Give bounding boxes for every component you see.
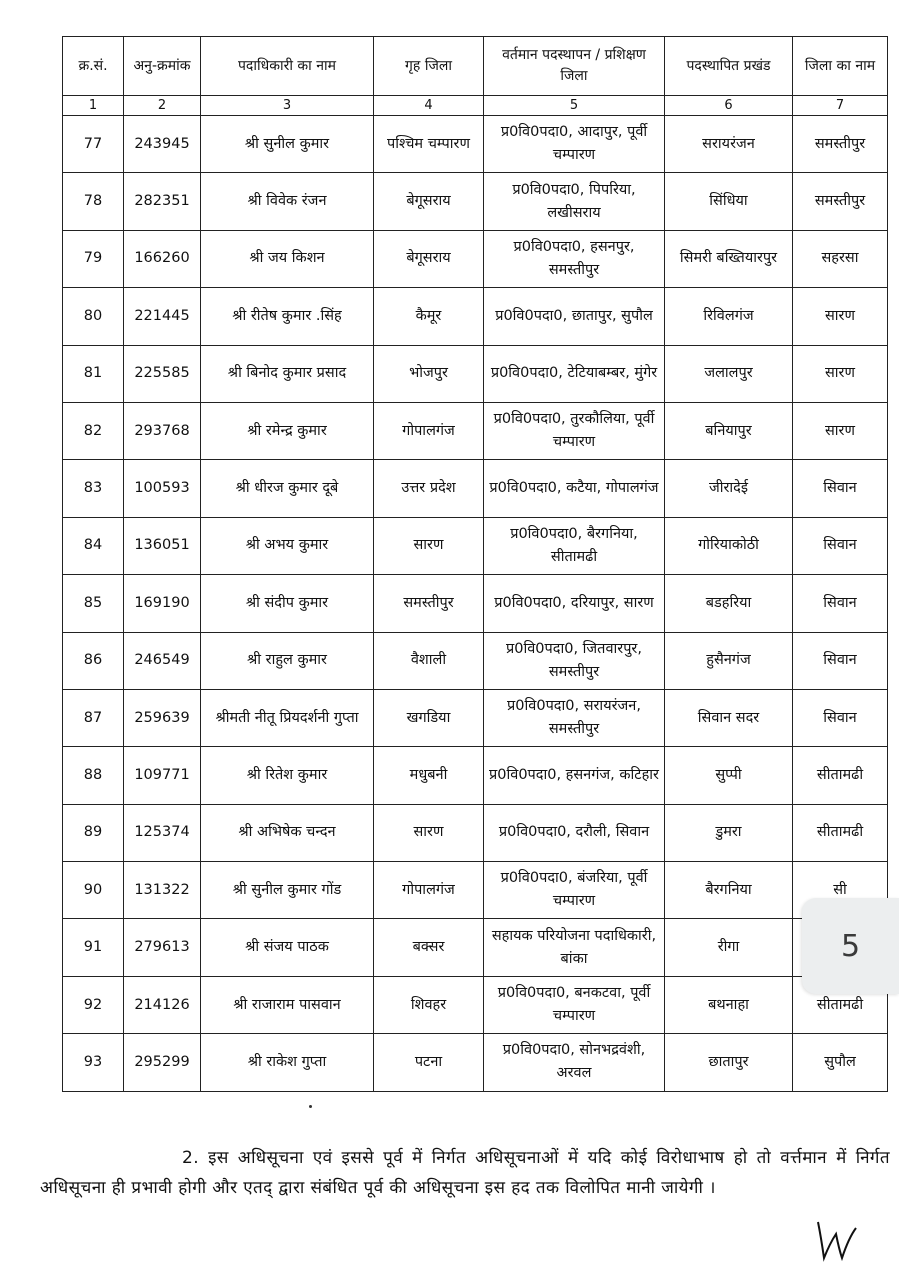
officer-name-cell: श्रीमती नीतू प्रियदर्शनी गुप्ता bbox=[201, 689, 374, 746]
roll-number-cell: 243945 bbox=[124, 116, 201, 173]
column-number: 7 bbox=[793, 96, 888, 116]
header-sl-no: क्र.सं. bbox=[63, 37, 124, 96]
roll-number-cell: 295299 bbox=[124, 1034, 201, 1091]
officer-name-cell: श्री संजय पाठक bbox=[201, 919, 374, 976]
home-district-cell: गोपालगंज bbox=[374, 402, 484, 459]
roll-number-cell: 125374 bbox=[124, 804, 201, 861]
serial-cell: 80 bbox=[63, 288, 124, 345]
posted-block-cell: हुसैनगंज bbox=[665, 632, 793, 689]
posted-block-cell: सुप्पी bbox=[665, 747, 793, 804]
roll-number-cell: 259639 bbox=[124, 689, 201, 746]
district-cell: सिवान bbox=[793, 632, 888, 689]
posted-block-cell: सिमरी बख्तियारपुर bbox=[665, 230, 793, 287]
officer-name-cell: श्री सुनील कुमार गोंड bbox=[201, 862, 374, 919]
roll-number-cell: 293768 bbox=[124, 402, 201, 459]
officer-name-cell: श्री रमेन्द्र कुमार bbox=[201, 402, 374, 459]
roll-number-cell: 214126 bbox=[124, 976, 201, 1033]
posted-block-cell: बथनाहा bbox=[665, 976, 793, 1033]
posted-block-cell: बैरगनिया bbox=[665, 862, 793, 919]
officer-name-cell: श्री राकेश गुप्ता bbox=[201, 1034, 374, 1091]
district-cell: सहरसा bbox=[793, 230, 888, 287]
roll-number-cell: 100593 bbox=[124, 460, 201, 517]
posted-block-cell: सिवान सदर bbox=[665, 689, 793, 746]
signature-mark bbox=[814, 1214, 862, 1264]
officer-name-cell: श्री अभय कुमार bbox=[201, 517, 374, 574]
column-number: 4 bbox=[374, 96, 484, 116]
district-cell: समस्तीपुर bbox=[793, 116, 888, 173]
table-row bbox=[63, 632, 888, 689]
current-posting-cell: प्र0वि0पदा0, टेटियाबम्बर, मुंगेर bbox=[484, 345, 665, 402]
home-district-cell: खगडिया bbox=[374, 689, 484, 746]
home-district-cell: वैशाली bbox=[374, 632, 484, 689]
roll-number-cell: 136051 bbox=[124, 517, 201, 574]
serial-cell: 78 bbox=[63, 173, 124, 230]
serial-cell: 82 bbox=[63, 402, 124, 459]
serial-cell: 84 bbox=[63, 517, 124, 574]
serial-cell: 88 bbox=[63, 747, 124, 804]
home-district-cell: बक्सर bbox=[374, 919, 484, 976]
table-row bbox=[63, 689, 888, 746]
header-posted-block: पदस्थापित प्रखंड bbox=[665, 37, 793, 96]
posted-block-cell: रीगा bbox=[665, 919, 793, 976]
home-district-cell: पश्चिम चम्पारण bbox=[374, 116, 484, 173]
officer-name-cell: श्री राजाराम पासवान bbox=[201, 976, 374, 1033]
current-posting-cell: प्र0वि0पदा0, सोनभद्रवंशी, अरवल bbox=[484, 1034, 665, 1091]
serial-cell: 81 bbox=[63, 345, 124, 402]
officer-name-cell: श्री अभिषेक चन्दन bbox=[201, 804, 374, 861]
posting-table bbox=[62, 36, 888, 1092]
current-posting-cell: प्र0वि0पदा0, हसनगंज, कटिहार bbox=[484, 747, 665, 804]
district-cell: सिवान bbox=[793, 517, 888, 574]
posted-block-cell: सरायरंजन bbox=[665, 116, 793, 173]
posted-block-cell: बडहरिया bbox=[665, 575, 793, 632]
table-row bbox=[63, 976, 888, 1033]
table-row bbox=[63, 1034, 888, 1091]
current-posting-cell: प्र0वि0पदा0, जितवारपुर, समस्तीपुर bbox=[484, 632, 665, 689]
table-row bbox=[63, 402, 888, 459]
district-cell: सुपौल bbox=[793, 1034, 888, 1091]
officer-name-cell: श्री बिनोद कुमार प्रसाद bbox=[201, 345, 374, 402]
current-posting-cell: प्र0वि0पदा0, बैरगनिया, सीतामढी bbox=[484, 517, 665, 574]
district-cell: समस्तीपुर bbox=[793, 173, 888, 230]
ink-dot bbox=[309, 1105, 312, 1108]
table-row bbox=[63, 517, 888, 574]
header-district-name: जिला का नाम bbox=[793, 37, 888, 96]
table-row bbox=[63, 747, 888, 804]
home-district-cell: भोजपुर bbox=[374, 345, 484, 402]
district-cell: सारण bbox=[793, 345, 888, 402]
officer-name-cell: श्री सुनील कुमार bbox=[201, 116, 374, 173]
current-posting-cell: प्र0वि0पदा0, हसनपुर, समस्तीपुर bbox=[484, 230, 665, 287]
district-cell: सीतामढी bbox=[793, 747, 888, 804]
serial-cell: 90 bbox=[63, 862, 124, 919]
home-district-cell: बेगूसराय bbox=[374, 230, 484, 287]
roll-number-cell: 166260 bbox=[124, 230, 201, 287]
district-cell: सिवान bbox=[793, 689, 888, 746]
district-cell: सिवान bbox=[793, 575, 888, 632]
header-home-district: गृह जिला bbox=[374, 37, 484, 96]
district-cell: सी bbox=[793, 862, 888, 919]
roll-number-cell: 279613 bbox=[124, 919, 201, 976]
table-row bbox=[63, 919, 888, 976]
table-row bbox=[63, 230, 888, 287]
table-row bbox=[63, 460, 888, 517]
district-cell: सीतामढी bbox=[793, 976, 888, 1033]
home-district-cell: पटना bbox=[374, 1034, 484, 1091]
home-district-cell: शिवहर bbox=[374, 976, 484, 1033]
home-district-cell: सारण bbox=[374, 804, 484, 861]
posted-block-cell: सिंधिया bbox=[665, 173, 793, 230]
posted-block-cell: जलालपुर bbox=[665, 345, 793, 402]
current-posting-cell: प्र0वि0पदा0, दरियापुर, सारण bbox=[484, 575, 665, 632]
home-district-cell: समस्तीपुर bbox=[374, 575, 484, 632]
serial-cell: 77 bbox=[63, 116, 124, 173]
roll-number-cell: 221445 bbox=[124, 288, 201, 345]
column-number: 1 bbox=[63, 96, 124, 116]
posted-block-cell: बनियापुर bbox=[665, 402, 793, 459]
officer-name-cell: श्री राहुल कुमार bbox=[201, 632, 374, 689]
column-number: 6 bbox=[665, 96, 793, 116]
header-roll-no: अनु-क्रमांक bbox=[124, 37, 201, 96]
table-row bbox=[63, 345, 888, 402]
serial-cell: 79 bbox=[63, 230, 124, 287]
officer-name-cell: श्री विवेक रंजन bbox=[201, 173, 374, 230]
column-number: 3 bbox=[201, 96, 374, 116]
current-posting-cell: प्र0वि0पदा0, आदापुर, पूर्वी चम्पारण bbox=[484, 116, 665, 173]
table-row bbox=[63, 116, 888, 173]
officer-name-cell: श्री रितेश कुमार bbox=[201, 747, 374, 804]
table-row bbox=[63, 288, 888, 345]
roll-number-cell: 282351 bbox=[124, 173, 201, 230]
officer-name-cell: श्री धीरज कुमार दूबे bbox=[201, 460, 374, 517]
current-posting-cell: प्र0वि0पदा0, कटैया, गोपालगंज bbox=[484, 460, 665, 517]
current-posting-cell: प्र0वि0पदा0, छातापुर, सुपौल bbox=[484, 288, 665, 345]
table-row bbox=[63, 804, 888, 861]
column-number: 2 bbox=[124, 96, 201, 116]
serial-cell: 93 bbox=[63, 1034, 124, 1091]
table-row bbox=[63, 862, 888, 919]
home-district-cell: मधुबनी bbox=[374, 747, 484, 804]
table-body bbox=[63, 116, 888, 1092]
column-number: 5 bbox=[484, 96, 665, 116]
serial-cell: 83 bbox=[63, 460, 124, 517]
roll-number-cell: 225585 bbox=[124, 345, 201, 402]
serial-cell: 92 bbox=[63, 976, 124, 1033]
serial-cell: 87 bbox=[63, 689, 124, 746]
posted-block-cell: रिविलगंज bbox=[665, 288, 793, 345]
district-cell: सारण bbox=[793, 288, 888, 345]
header-officer-name: पदाधिकारी का नाम bbox=[201, 37, 374, 96]
current-posting-cell: सहायक परियोजना पदाधिकारी, बांका bbox=[484, 919, 665, 976]
current-posting-cell: प्र0वि0पदा0, सरायरंजन, समस्तीपुर bbox=[484, 689, 665, 746]
header-row bbox=[63, 37, 888, 96]
district-cell: सीतामढी bbox=[793, 804, 888, 861]
posted-block-cell: जीरादेई bbox=[665, 460, 793, 517]
roll-number-cell: 109771 bbox=[124, 747, 201, 804]
current-posting-cell: प्र0वि0पदा0, दरौली, सिवान bbox=[484, 804, 665, 861]
officer-name-cell: श्री जय किशन bbox=[201, 230, 374, 287]
serial-cell: 86 bbox=[63, 632, 124, 689]
home-district-cell: सारण bbox=[374, 517, 484, 574]
column-number-row bbox=[63, 96, 888, 116]
current-posting-cell: प्र0वि0पदा0, बनकटवा, पूर्वी चम्पारण bbox=[484, 976, 665, 1033]
serial-cell: 91 bbox=[63, 919, 124, 976]
home-district-cell: कैमूर bbox=[374, 288, 484, 345]
page-number-badge: 5 bbox=[802, 898, 899, 994]
home-district-cell: उत्तर प्रदेश bbox=[374, 460, 484, 517]
roll-number-cell: 169190 bbox=[124, 575, 201, 632]
table-row bbox=[63, 173, 888, 230]
current-posting-cell: प्र0वि0पदा0, बंजरिया, पूर्वी चम्पारण bbox=[484, 862, 665, 919]
officer-name-cell: श्री रीतेष कुमार .सिंह bbox=[201, 288, 374, 345]
district-cell: सारण bbox=[793, 402, 888, 459]
current-posting-cell: प्र0वि0पदा0, पिपरिया, लखीसराय bbox=[484, 173, 665, 230]
serial-cell: 89 bbox=[63, 804, 124, 861]
home-district-cell: गोपालगंज bbox=[374, 862, 484, 919]
header-current-posting: वर्तमान पदस्थापन / प्रशिक्षण जिला bbox=[484, 37, 665, 96]
home-district-cell: बेगूसराय bbox=[374, 173, 484, 230]
posted-block-cell: डुमरा bbox=[665, 804, 793, 861]
notice-paragraph: 2. इस अधिसूचना एवं इससे पूर्व में निर्गत अधिसूचनाओं में यदि कोई विरोधाभाष हो तो वर्त्तमान में निर्गत अधिसूचना ही प्रभावी होगी और एतद् द्वारा संबंधित पूर्व की अधिसूचना इस हद तक विलोपित मानी जायेगी । bbox=[40, 1148, 890, 1198]
serial-cell: 85 bbox=[63, 575, 124, 632]
roll-number-cell: 246549 bbox=[124, 632, 201, 689]
officer-name-cell: श्री संदीप कुमार bbox=[201, 575, 374, 632]
posted-block-cell: गोरियाकोठी bbox=[665, 517, 793, 574]
roll-number-cell: 131322 bbox=[124, 862, 201, 919]
current-posting-cell: प्र0वि0पदा0, तुरकौलिया, पूर्वी चम्पारण bbox=[484, 402, 665, 459]
posted-block-cell: छातापुर bbox=[665, 1034, 793, 1091]
district-cell: सिवान bbox=[793, 460, 888, 517]
table-row bbox=[63, 575, 888, 632]
